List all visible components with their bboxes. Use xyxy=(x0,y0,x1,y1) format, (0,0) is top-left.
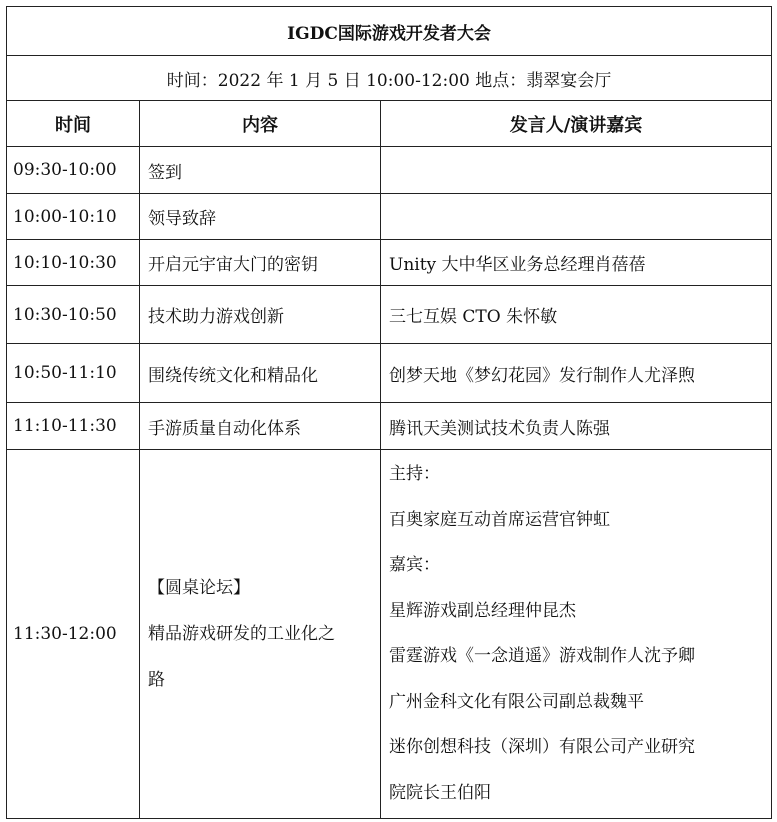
title-row xyxy=(7,7,772,56)
forum-speaker-line: 百奥家庭互动首席运营官钟虹 xyxy=(389,509,610,530)
table-row xyxy=(7,194,772,240)
forum-row xyxy=(7,450,772,819)
forum-speakers xyxy=(381,450,772,819)
header-row xyxy=(7,101,772,147)
forum-speaker-line: 院院长王伯阳 xyxy=(389,782,491,803)
forum-speaker-line: 迷你创想科技（深圳）有限公司产业研究 xyxy=(389,737,695,757)
table-row xyxy=(7,240,772,286)
table-row xyxy=(7,403,772,450)
row-speaker xyxy=(381,147,772,194)
row-content: 技术助力游戏创新 xyxy=(140,286,381,344)
row-time: 10:00-10:10 xyxy=(7,194,140,240)
forum-speaker-line: 主持： xyxy=(389,464,440,484)
header-content: 内容 xyxy=(140,101,381,147)
row-time: 10:10-10:30 xyxy=(7,240,140,286)
row-time: 10:50-11:10 xyxy=(7,344,140,403)
table-row xyxy=(7,344,772,403)
row-content: 开启元宇宙大门的密钥 xyxy=(140,240,381,286)
row-content: 围绕传统文化和精品化 xyxy=(140,344,381,403)
forum-speaker-line: 雷霆游戏《一念逍遥》游戏制作人沈予卿 xyxy=(389,646,695,666)
forum-content xyxy=(140,450,381,819)
forum-speaker-line: 广州金科文化有限公司副总裁魏平 xyxy=(389,691,644,712)
row-speaker: 三七互娱 CTO 朱怀敏 xyxy=(381,286,772,344)
row-content: 手游质量自动化体系 xyxy=(140,403,381,450)
row-time: 10:30-10:50 xyxy=(7,286,140,344)
row-speaker: 创梦天地《梦幻花园》发行制作人尤泽煦 xyxy=(381,344,772,403)
forum-speaker-line: 星辉游戏副总经理仲昆杰 xyxy=(389,600,576,621)
event-time-location: 时间：2022 年 1 月 5 日 10:00-12:00 地点：翡翠宴会厅 xyxy=(7,56,772,101)
header-speaker: 发言人/演讲嘉宾 xyxy=(381,101,772,147)
forum-speaker-line: 嘉宾： xyxy=(389,555,440,575)
row-time: 09:30-10:00 xyxy=(7,147,140,194)
forum-time: 11:30-12:00 xyxy=(7,450,140,819)
row-speaker: Unity 大中华区业务总经理肖蓓蓓 xyxy=(381,240,772,286)
row-content: 领导致辞 xyxy=(140,194,381,240)
row-time: 11:10-11:30 xyxy=(7,403,140,450)
row-speaker xyxy=(381,194,772,240)
info-row xyxy=(7,56,772,101)
row-speaker: 腾讯天美测试技术负责人陈强 xyxy=(381,403,772,450)
table-row xyxy=(7,147,772,194)
table-row xyxy=(7,286,772,344)
row-content: 签到 xyxy=(140,147,381,194)
forum-content-line: 路 xyxy=(148,670,165,690)
forum-content-line: 【圆桌论坛】 xyxy=(148,578,250,598)
header-time: 时间 xyxy=(7,101,140,147)
agenda-table xyxy=(6,6,772,819)
agenda-title: IGDC国际游戏开发者大会 xyxy=(7,7,772,56)
forum-content-line: 精品游戏研发的工业化之 xyxy=(148,624,335,644)
